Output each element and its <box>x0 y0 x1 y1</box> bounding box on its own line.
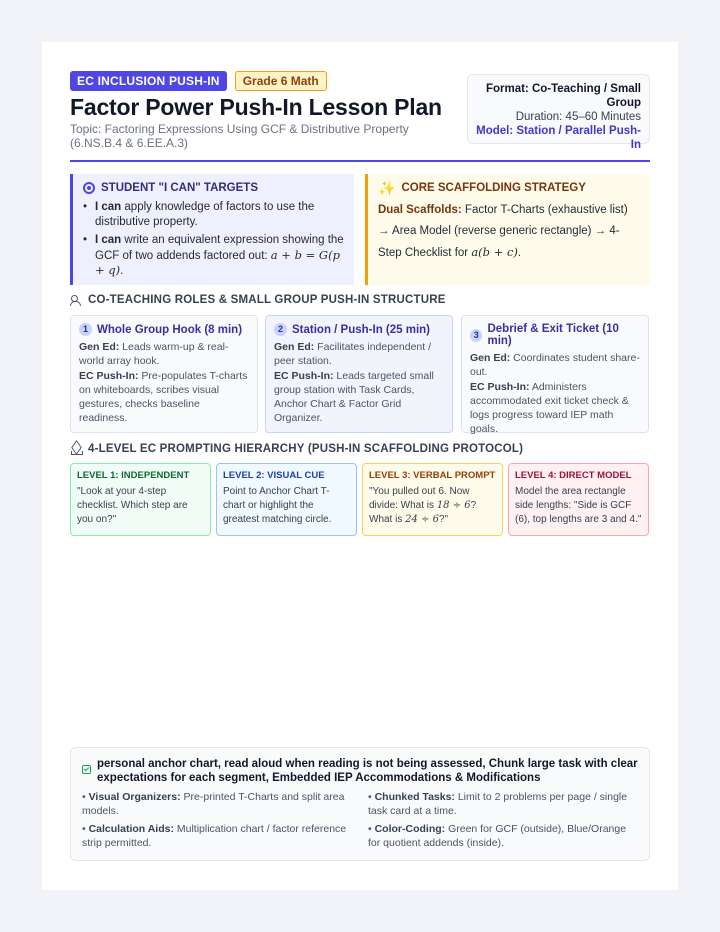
accommodations-heading <box>82 757 638 785</box>
roles-heading-text: CO-TEACHING ROLES & SMALL GROUP PUSH-IN STRUCTURE <box>88 294 446 306</box>
scaffold-heading-text: CORE SCAFFOLDING STRATEGY <box>401 182 586 194</box>
scaffold-body: Factor T-Charts (exhaustive list) → Area Model (reverse generic rectangle) → 4-Step Checklist for <box>378 204 628 259</box>
role-card-debrief <box>461 315 649 433</box>
list-item: • Chunked Tasks: Limit to 2 problems per page / single task card at a time. <box>368 791 628 817</box>
accom-label: Chunked Tasks: <box>374 791 455 803</box>
level-title: LEVEL 3: VERBAL PROMPT <box>369 470 496 481</box>
levels-row <box>70 463 650 536</box>
ec-role <box>274 369 444 425</box>
check-square-icon <box>82 765 91 774</box>
role-label: Gen Ed: <box>470 352 511 364</box>
level-4-card <box>508 463 649 536</box>
gen-ed-role <box>79 340 249 368</box>
level-3-card <box>362 463 503 536</box>
level-math: 24 ÷ 6 <box>405 514 439 525</box>
level-2-card <box>216 463 357 536</box>
level-title: LEVEL 4: DIRECT MODEL <box>515 470 632 481</box>
level-text: Point to Anchor Chart T-chart or highlight the greatest matching circle. <box>223 486 332 525</box>
step-number: 1 <box>79 323 92 336</box>
role-label: Gen Ed: <box>79 341 120 353</box>
target-text: apply knowledge of factors to use the distributive property. <box>95 201 315 228</box>
level-text-part: ?" <box>438 514 449 525</box>
ec-inclusion-badge: EC INCLUSION PUSH-IN <box>70 71 227 91</box>
target-icon <box>83 182 95 194</box>
content-layer <box>42 42 678 890</box>
roles-heading <box>70 294 446 306</box>
role-title <box>470 323 640 347</box>
accom-label: Visual Organizers: <box>88 791 181 803</box>
level-text-part: "You pulled out 6. Now divide: What is <box>369 486 470 511</box>
target-lead: I can <box>95 201 122 213</box>
accommodations-box <box>70 747 650 861</box>
role-label: EC Push-In: <box>79 370 139 382</box>
ec-role <box>470 380 640 436</box>
role-title-text: Whole Group Hook (8 min) <box>97 323 243 336</box>
target-tail: . <box>120 265 124 277</box>
ec-role <box>79 369 249 425</box>
scaffold-box <box>365 174 650 285</box>
scaffold-tail: . <box>517 247 522 259</box>
target-lead: I can <box>95 234 122 246</box>
level-1-card <box>70 463 211 536</box>
scaffold-lead: Dual Scaffolds: <box>378 204 462 216</box>
list-item <box>83 233 344 279</box>
roles-row <box>70 315 650 433</box>
grade-badge: Grade 6 Math <box>235 71 327 91</box>
target-text: write an equivalent expression showing the GCF of two addends factored out: <box>95 234 344 262</box>
role-text: Administers accommodated exit ticket check & logs progress toward IEP math goals. <box>470 381 629 435</box>
topic-text: Topic: Factoring Expressions Using GCF & Distributive Property (6.NS.B.4 & 6.EE.A.3) <box>70 122 409 150</box>
users-icon <box>70 295 83 306</box>
level-title: LEVEL 2: VISUAL CUE <box>223 470 325 481</box>
targets-heading <box>83 182 344 194</box>
level-math: 18 ÷ 6 <box>436 500 471 511</box>
role-label: EC Push-In: <box>470 381 530 393</box>
list-item: • Calculation Aids: Multiplication chart / factor reference strip permitted. <box>82 823 347 849</box>
role-text: Facilitates independent / peer station. <box>274 341 432 367</box>
sparkles-icon: ✨ <box>378 180 396 196</box>
accom-text: Pre-printed T-Charts and split area models. <box>82 791 345 817</box>
targets-heading-text: STUDENT "I CAN" TARGETS <box>101 182 258 194</box>
role-text: Pre-populates T-charts on whiteboards, scribes visual gestures, checks baseline readiness. <box>79 370 248 424</box>
accom-label: Calculation Aids: <box>88 823 174 835</box>
levels-heading <box>70 443 523 455</box>
role-title-text: Debrief & Exit Ticket (10 min) <box>487 323 619 347</box>
scaffold-math: a(b + c) <box>471 245 518 259</box>
list-item: • Color-Coding: Green for GCF (outside), Blue/Orange for quotient addends (inside). <box>368 823 627 849</box>
format-text: Format: Co-Teaching / Small Group <box>485 83 641 109</box>
level-text: Model the area rectangle side lengths: "Side is GCF (6), top lengths are 3 and 4." <box>515 486 642 525</box>
accommodations-heading-text: personal anchor chart, read aloud when reading is not being assessed, Chunk large task with clear expectations for each segment, Embedded IEP Accommodations & Modifications <box>97 758 638 784</box>
target-math: a + b = G(p + q) <box>95 247 340 277</box>
role-text: Coordinates student share-out. <box>470 352 640 378</box>
level-text-part: ? What is <box>369 500 477 525</box>
step-number: 3 <box>470 329 482 342</box>
role-card-station <box>265 315 453 433</box>
role-label: Gen Ed: <box>274 341 315 353</box>
role-title-text: Station / Push-In (25 min) <box>292 323 431 336</box>
role-card-hook <box>70 315 258 433</box>
accom-text: Green for GCF (outside), Blue/Orange for quotient addends (inside). <box>368 823 627 849</box>
page-title: Factor Power Push-In Lesson Plan <box>70 94 442 120</box>
top-row <box>70 174 650 285</box>
scaffold-text <box>378 200 640 264</box>
list-item: • Visual Organizers: Pre-printed T-Charts and split area models. <box>82 791 345 817</box>
list-item <box>83 200 344 229</box>
scaffold-heading <box>378 182 640 194</box>
accommodations-list <box>82 790 638 850</box>
level-text: "Look at your 4-step checklist. Which step are you on?" <box>77 486 188 525</box>
level-title: LEVEL 1: INDEPENDENT <box>77 470 190 481</box>
layers-icon <box>70 443 83 455</box>
targets-list <box>83 200 344 279</box>
model-text: Model: Station / Parallel Push-In <box>476 125 641 151</box>
role-text: Leads warm-up & real-world array hook. <box>79 341 229 367</box>
level-text <box>369 485 496 527</box>
gen-ed-role <box>274 340 444 368</box>
step-number: 2 <box>274 323 287 336</box>
role-text: Leads targeted small group station with Task Cards, Anchor Chart & Factor Grid Organizer. <box>274 370 434 424</box>
duration-text: Duration: 45–60 Minutes <box>515 111 641 123</box>
role-label: EC Push-In: <box>274 370 334 382</box>
gen-ed-role <box>470 351 640 379</box>
role-title <box>79 323 249 336</box>
targets-box <box>70 174 354 285</box>
levels-heading-text: 4-LEVEL EC PROMPTING HIERARCHY (PUSH-IN SCAFFOLDING PROTOCOL) <box>88 443 524 455</box>
accom-text: Limit to 2 problems per page / single task card at a time. <box>368 791 628 817</box>
accom-text: Multiplication chart / factor reference strip permitted. <box>82 823 347 849</box>
role-title <box>274 323 444 336</box>
accom-label: Color-Coding: <box>374 823 446 835</box>
